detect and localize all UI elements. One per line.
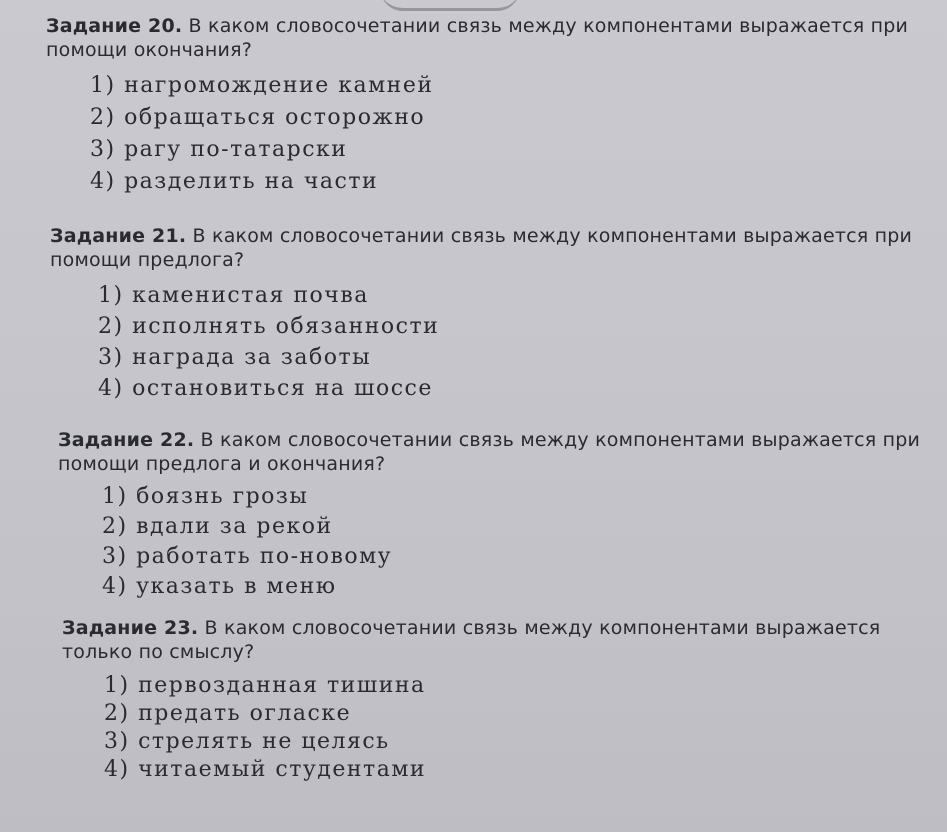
task-question: В каком словосочетании связь между компонентами выражается при помощи предлога и окончания? [58, 429, 921, 475]
answer-option-3: 3) работать по-новому [102, 544, 393, 569]
task-title [0, 224, 947, 272]
answer-option-2: 2) предать огласке [104, 701, 352, 726]
answer-option-4: 4) указать в меню [102, 574, 337, 599]
answer-option-1: 1) нагромождение камней [90, 73, 434, 98]
answer-option-3: 3) награда за заботы [98, 345, 372, 370]
answer-options [102, 482, 947, 602]
answer-option-2: 2) вдали за рекой [102, 514, 333, 539]
task-title [0, 616, 947, 664]
task-question: В каком словосочетании связь между компонентами выражается при помощи окончания? [46, 15, 909, 61]
answer-option-1: 1) боязнь грозы [102, 484, 309, 509]
task-20 [0, 14, 947, 198]
answer-option-4: 4) остановиться на шоссе [98, 376, 433, 401]
task-question: В каком словосочетании связь между компонентами выражается при помощи предлога? [50, 225, 913, 271]
task-label: Задание 22. [58, 429, 195, 451]
answer-option-1: 1) первозданная тишина [104, 673, 426, 698]
task-21 [0, 224, 947, 404]
task-label: Задание 23. [62, 617, 199, 639]
answer-option-4: 4) разделить на части [90, 169, 379, 194]
task-22 [0, 428, 947, 602]
task-label: Задание 21. [50, 225, 187, 247]
answer-options [98, 280, 947, 404]
answer-option-3: 3) стрелять не целясь [104, 729, 390, 754]
answer-options [104, 672, 947, 784]
answer-option-3: 3) рагу по-татарски [90, 137, 348, 162]
task-title [0, 14, 947, 62]
task-question: В каком словосочетании связь между компонентами выражается только по смыслу? [62, 617, 881, 663]
task-label: Задание 20. [46, 15, 183, 37]
answer-option-1: 1) каменистая почва [98, 283, 369, 308]
answer-option-4: 4) читаемый студентами [104, 757, 427, 782]
answer-option-2: 2) исполнять обязанности [98, 314, 440, 339]
task-title [0, 428, 947, 476]
previous-heading-fragment [380, 0, 520, 11]
answer-options [90, 70, 947, 198]
task-23 [0, 616, 947, 784]
answer-option-2: 2) обращаться осторожно [90, 105, 426, 130]
